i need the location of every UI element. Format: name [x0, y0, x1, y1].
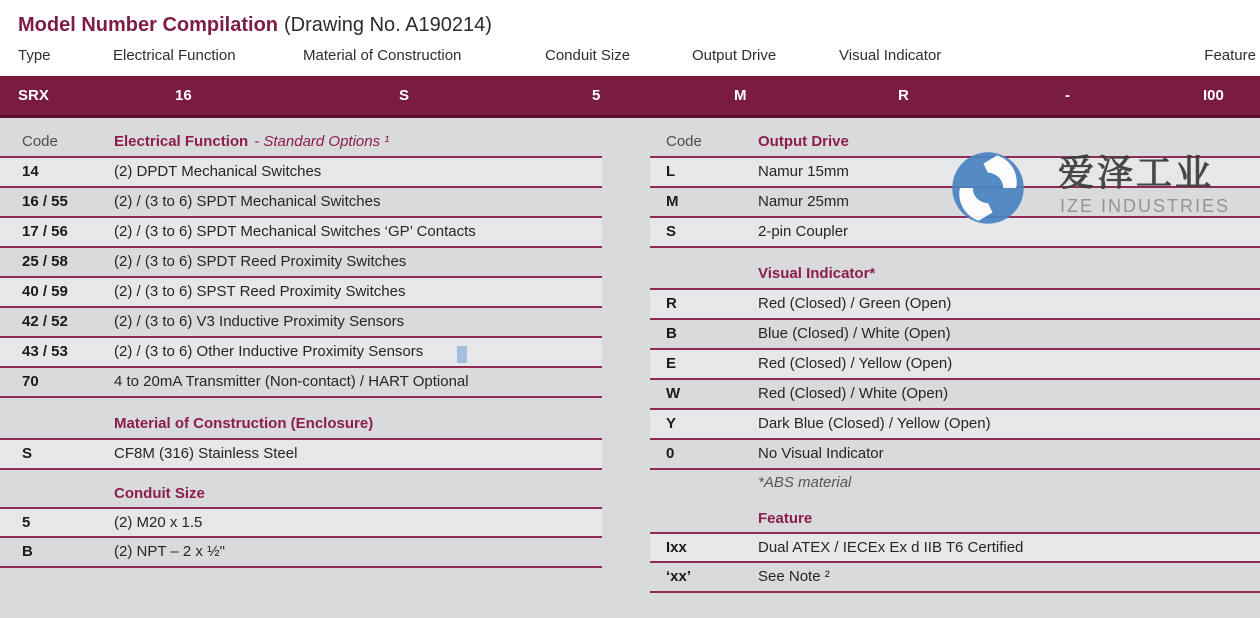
- row-code: 43 / 53: [22, 343, 68, 360]
- model-value-output-drive: M: [734, 87, 747, 104]
- column-label-electrical: Electrical Function: [113, 47, 236, 64]
- column-label-type: Type: [18, 47, 51, 64]
- row-desc: (2) M20 x 1.5: [114, 514, 203, 531]
- table-note: *ABS material: [758, 474, 852, 491]
- page-title-main: Model Number Compilation: [18, 14, 278, 36]
- table-row: [0, 158, 602, 188]
- section-header-visual-indicator: Visual Indicator*: [650, 260, 1260, 290]
- row-code: 14: [22, 163, 39, 180]
- row-desc: Namur 15mm: [758, 163, 849, 180]
- model-value-electrical: 16: [175, 87, 192, 104]
- row-desc: (2) / (3 to 6) SPDT Mechanical Switches: [114, 193, 381, 210]
- row-desc: (2) DPDT Mechanical Switches: [114, 163, 322, 180]
- row-code: 42 / 52: [22, 313, 68, 330]
- model-value-feature: I00: [1203, 87, 1224, 104]
- table-row: [650, 380, 1260, 410]
- column-label-output-drive: Output Drive: [692, 47, 777, 64]
- row-code: 25 / 58: [22, 253, 68, 270]
- text-selection-mark: [457, 346, 467, 363]
- column-label-conduit: Conduit Size: [545, 47, 631, 64]
- row-desc: Red (Closed) / Yellow (Open): [758, 355, 953, 372]
- row-desc: 4 to 20mA Transmitter (Non-contact) / HART Optional: [114, 373, 469, 390]
- page-title: [18, 14, 492, 37]
- model-number-bar: [0, 76, 1260, 118]
- section-gap: [650, 498, 1260, 506]
- column-label-feature: Feature: [1204, 47, 1256, 64]
- section-gap: [650, 248, 1260, 260]
- table-row: [0, 338, 602, 368]
- table-row: [0, 248, 602, 278]
- row-desc: No Visual Indicator: [758, 445, 884, 462]
- model-value-separator: -: [1065, 87, 1070, 104]
- table-row: [650, 440, 1260, 470]
- model-value-conduit: 5: [592, 87, 601, 104]
- row-desc: Red (Closed) / White (Open): [758, 385, 949, 402]
- row-code: S: [666, 223, 677, 240]
- left-option-table: [0, 128, 602, 568]
- table-row: [650, 410, 1260, 440]
- ize-watermark: [950, 150, 1250, 226]
- row-code: 16 / 55: [22, 193, 68, 210]
- section-header-electrical: Electrical Function - Standard Options ¹: [114, 133, 390, 150]
- table-row: [0, 440, 602, 470]
- table-row: [650, 534, 1260, 563]
- row-code: S: [22, 445, 33, 462]
- ize-watermark-english: IZE INDUSTRIES: [1060, 196, 1231, 216]
- section-gap: [0, 470, 602, 480]
- row-desc: Red (Closed) / Green (Open): [758, 295, 952, 312]
- row-desc: CF8M (316) Stainless Steel: [114, 445, 298, 462]
- table-row: [0, 509, 602, 538]
- row-code: B: [666, 325, 677, 342]
- row-code: E: [666, 355, 677, 372]
- row-code: 17 / 56: [22, 223, 68, 240]
- table-row: [650, 320, 1260, 350]
- row-code: B: [22, 543, 33, 560]
- section-gap: [0, 398, 602, 410]
- row-desc: 2-pin Coupler: [758, 223, 849, 240]
- code-column-header: Code: [22, 133, 58, 150]
- row-desc: Blue (Closed) / White (Open): [758, 325, 951, 342]
- row-code: M: [666, 193, 679, 210]
- table-row: [0, 218, 602, 248]
- table-row: [0, 368, 602, 398]
- model-value-material: S: [399, 87, 410, 104]
- row-desc: See Note ²: [758, 568, 830, 585]
- table-row: [650, 563, 1260, 593]
- row-code: 40 / 59: [22, 283, 68, 300]
- model-value-visual-indicator: R: [898, 87, 909, 104]
- table-row: [0, 188, 602, 218]
- row-desc: (2) / (3 to 6) SPST Reed Proximity Switches: [114, 283, 406, 300]
- row-code: 5: [22, 514, 31, 531]
- row-desc: Dual ATEX / IECEx Ex d IIB T6 Certified: [758, 539, 1024, 556]
- code-column-header: Code: [666, 133, 702, 150]
- model-value-type: SRX: [18, 87, 49, 104]
- section-header-material: Material of Construction (Enclosure): [0, 410, 602, 440]
- column-label-visual-indicator: Visual Indicator: [839, 47, 942, 64]
- table-row: [650, 290, 1260, 320]
- row-desc: (2) NPT – 2 x ½": [114, 543, 225, 560]
- section-header-feature: Feature: [650, 506, 1260, 534]
- row-desc: (2) / (3 to 6) SPDT Reed Proximity Switches: [114, 253, 407, 270]
- page-title-suffix: (Drawing No. A190214): [284, 14, 492, 36]
- row-desc: Dark Blue (Closed) / Yellow (Open): [758, 415, 991, 432]
- row-code: 70: [22, 373, 39, 390]
- row-code: Y: [666, 415, 677, 432]
- row-desc: (2) / (3 to 6) SPDT Mechanical Switches ‘GP’ Contacts: [114, 223, 476, 240]
- row-code: W: [666, 385, 681, 402]
- table-row: [0, 538, 602, 568]
- row-code: R: [666, 295, 677, 312]
- section-header-output-drive: Output Drive: [758, 133, 849, 150]
- table-row: [650, 350, 1260, 380]
- column-label-material: Material of Construction: [303, 47, 462, 64]
- row-code: ‘xx’: [666, 568, 692, 585]
- row-desc: Namur 25mm: [758, 193, 849, 210]
- section-header-conduit: Conduit Size: [0, 480, 602, 509]
- row-code: 0: [666, 445, 675, 462]
- row-code: Ixx: [666, 539, 687, 556]
- table-row: [0, 308, 602, 338]
- ize-watermark-chinese: 爱泽工业: [1058, 152, 1215, 193]
- left-table-header: [0, 128, 602, 158]
- ize-logo-icon: [950, 150, 1026, 226]
- row-desc: (2) / (3 to 6) V3 Inductive Proximity Sensors: [114, 313, 405, 330]
- row-code: L: [666, 163, 676, 180]
- row-desc: (2) / (3 to 6) Other Inductive Proximity Sensors: [114, 343, 424, 360]
- table-row: [0, 278, 602, 308]
